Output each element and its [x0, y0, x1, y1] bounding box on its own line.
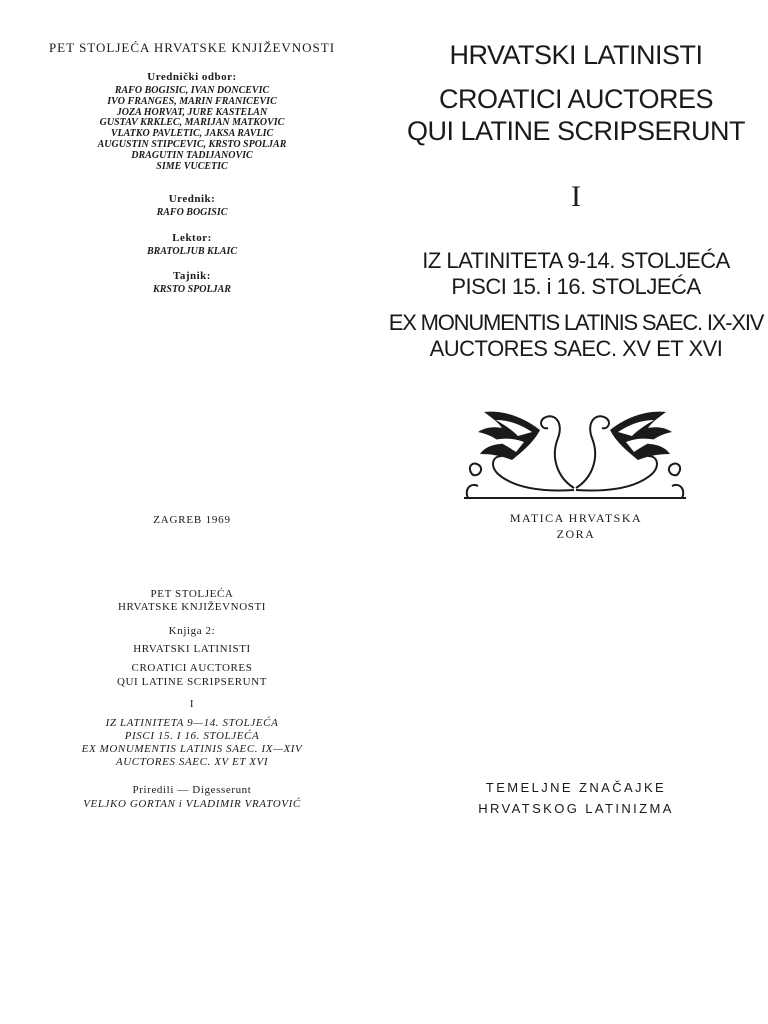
lower-sub-3: EX MONUMENTIS LATINIS SAEC. IX—XIV	[81, 743, 303, 755]
essay-title-line-1: TEMELJNE ZNAČAJKE	[485, 780, 667, 795]
lower-title-2: CROATICI AUCTORES	[131, 662, 253, 674]
editor-name: RAFO BOGISIC	[156, 207, 228, 218]
essay-title-line-2: HRVATSKOG LATINIZMA	[478, 801, 674, 816]
board-member-line: AUGUSTIN STIPCEVIC, KRSTO SPOLJAR	[97, 138, 287, 150]
series-title: PET STOLJEĆA HRVATSKE KNJIŽEVNOSTI	[48, 40, 336, 55]
subtitle-line-1: IZ LATINITETA 9-14. STOLJEĆA	[422, 248, 730, 273]
proofreader-name: BRATOLJUB KLAIC	[146, 246, 238, 257]
subtitle-line-4: AUCTORES SAEC. XV ET XVI	[429, 336, 723, 361]
title-line-1: HRVATSKI LATINISTI	[449, 40, 703, 70]
lower-sub-2: PISCI 15. I 16. STOLJEĆA	[124, 730, 260, 742]
lower-sub-1: IZ LATINITETA 9—14. STOLJEĆA	[105, 717, 279, 729]
lower-series-line-2: HRVATSKE KNJIŽEVNOSTI	[117, 601, 267, 613]
place-year: ZAGREB 1969	[153, 514, 231, 526]
board-member-line: RAFO BOGISIC, IVAN DONCEVIC	[114, 85, 270, 96]
board-member-line: VLATKO PAVLETIC, JAKSA RAVLIC	[110, 128, 274, 140]
lower-title-3: QUI LATINE SCRIPSERUNT	[116, 676, 268, 688]
title-line-2: CROATICI AUCTORES	[438, 84, 714, 114]
lower-series-line-1: PET STOLJEĆA	[150, 588, 234, 600]
prepared-label: Priredili — Digesserunt	[132, 784, 252, 796]
secretary-name: KRSTO SPOLJAR	[153, 284, 231, 295]
publisher-line-2: ZORA	[556, 527, 596, 541]
swans-ornament-icon	[462, 400, 688, 504]
publisher-line-1: MATICA HRVATSKA	[509, 511, 643, 525]
editor-label: Urednik:	[168, 193, 216, 205]
board-members	[0, 86, 384, 172]
volume-number: I	[571, 180, 581, 213]
lower-title-1: HRVATSKI LATINISTI	[133, 643, 251, 655]
board-member-line: GUSTAV KRKLEC, MARIJAN MATKOVIC	[99, 117, 285, 129]
proofreader-label: Lektor:	[172, 232, 212, 244]
lower-volume: I	[189, 698, 195, 710]
secretary-label: Tajnik:	[173, 270, 211, 282]
title-line-3: QUI LATINE SCRIPSERUNT	[406, 116, 746, 146]
prepared-names: VELJKO GORTAN i VLADIMIR VRATOVIĆ	[83, 798, 301, 810]
board-member-line: SIME VUCETIC	[156, 160, 228, 172]
board-member-line: IVO FRANGES, MARIN FRANICEVIC	[107, 95, 277, 107]
lower-sub-4: AUCTORES SAEC. XV ET XVI	[115, 756, 269, 768]
subtitle-line-3: EX MONUMENTIS LATINIS SAEC. IX-XIV	[388, 310, 764, 335]
subtitle-line-2: PISCI 15. i 16. STOLJEĆA	[451, 274, 701, 299]
board-member-line: DRAGUTIN TADIJANOVIC	[131, 149, 253, 161]
lower-book-number: Knjiga 2:	[168, 625, 216, 637]
board-member-line: JOZA HORVAT, JURE KASTELAN	[116, 106, 268, 118]
board-label: Urednički odbor:	[147, 71, 237, 83]
